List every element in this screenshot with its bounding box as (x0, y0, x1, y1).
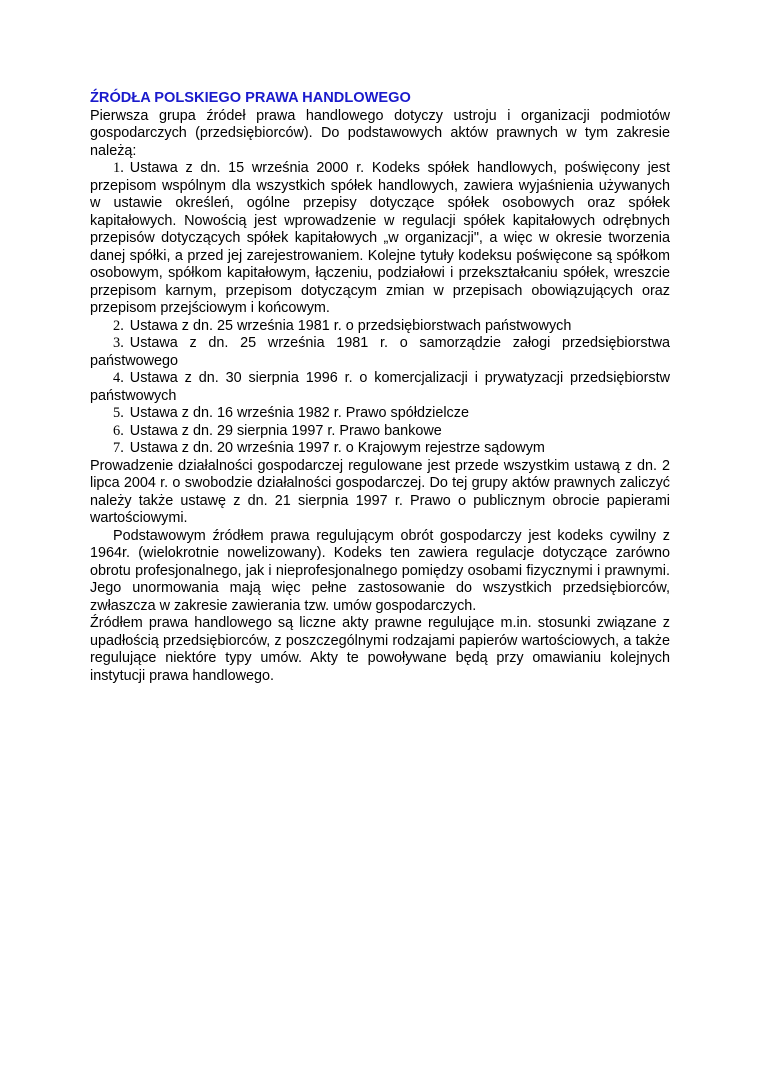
other-sources-paragraph: Źródłem prawa handlowego są liczne akty prawne regulujące m.in. stosunki związane z upadłością przedsiębiorców, z poszczególnymi rodzajami papierów wartościowych, a także regulujące niektóre typy umów. Akty te powoływane będą przy omawianiu kolejnych instytucji prawa handlowego. (90, 615, 670, 684)
act-number: 2. (113, 317, 124, 334)
activity-paragraph: Prowadzenie działalności gospodarczej regulowane jest przede wszystkim ustawą z dn. 2 lipca 2004 r. o swobodzie działalności gospodarczej. Do tej grupy aktów prawnych zaliczyć należy także ustawę z dn. 21 sierpnia 1997 r. Prawo o publicznym obrocie papierami wartościowymi. (90, 457, 670, 526)
act-text: Ustawa z dn. 29 sierpnia 1997 r. Prawo bankowe (129, 422, 442, 439)
civil-code-paragraph: Podstawowym źródłem prawa regulującym obrót gospodarczy jest kodeks cywilny z 1964r. (wielokrotnie nowelizowany). Kodeks ten zawiera regulacje dotyczące zarówno obrotu profesjonalnego, jak i nieprofesjonalnego pomiędzy osobami fizycznymi i prawnymi. Jego unormowania mają więc pełne zastosowanie do wszystkich przedsiębiorców, zwłaszcza w zakresie zawierania tzw. umów gospodarczych. (90, 527, 670, 614)
act-number: 6. (113, 422, 124, 439)
act-text: Ustawa z dn. 15 września 2000 r. Kodeks spółek handlowych, poświęcony jest przepisom wspólnym dla wszystkich spółek handlowych, zawiera wyjaśnienia używanych w ustawie określeń, ogólne przepisy dotyczące spółek osobowych oraz spółek kapitałowych. Nowością jest wprowadzenie w regulacji spółek kapitałowych odrębnych przepisów dotyczących spółek kapitałowych „w organizacji", a więc w okresie tworzenia danej spółki, a przed jej zarejestrowaniem. Kolejne tytuły kodeksu poświęcone są spółkom osobowym, spółkom kapitałowym, łączeniu, podziałowi i przekształcaniu spółek, wreszcie przepisom karnym, przepisom dotyczącym zmian w przepisach obowiązujących oraz przepisom przejściowym i końcowym. (90, 160, 670, 316)
act-item (90, 440, 670, 458)
act-item (90, 405, 670, 423)
act-item (90, 160, 670, 318)
act-text: Ustawa z dn. 20 września 1997 r. o Krajowym rejestrze sądowym (129, 440, 545, 456)
document-heading: ŹRÓDŁA POLSKIEGO PRAWA HANDLOWEGO (90, 90, 411, 106)
act-text: Ustawa z dn. 30 sierpnia 1996 r. o komercjalizacji i prywatyzacji przedsiębiorstw państwowych (90, 370, 670, 404)
act-number: 4. (113, 370, 124, 386)
act-number: 3. (113, 335, 124, 351)
act-item (90, 318, 670, 336)
act-number: 7. (113, 440, 124, 456)
act-item (90, 335, 670, 370)
act-text: Ustawa z dn. 16 września 1982 r. Prawo spółdzielcze (129, 405, 469, 421)
act-item (90, 370, 670, 405)
act-number: 5. (113, 405, 124, 421)
act-text: Ustawa z dn. 25 września 1981 r. o samorządzie załogi przedsiębiorstwa państwowego (90, 335, 670, 369)
intro-paragraph: Pierwsza grupa źródeł prawa handlowego dotyczy ustroju i organizacji podmiotów gospodarczych (przedsiębiorców). Do podstawowych aktów prawnych w tym zakresie należą: (90, 107, 670, 159)
act-text: Ustawa z dn. 25 września 1981 r. o przedsiębiorstwach państwowych (129, 317, 572, 334)
act-number: 1. (113, 160, 124, 176)
acts-list (90, 160, 670, 458)
document-page (90, 90, 670, 685)
act-item (90, 423, 670, 441)
